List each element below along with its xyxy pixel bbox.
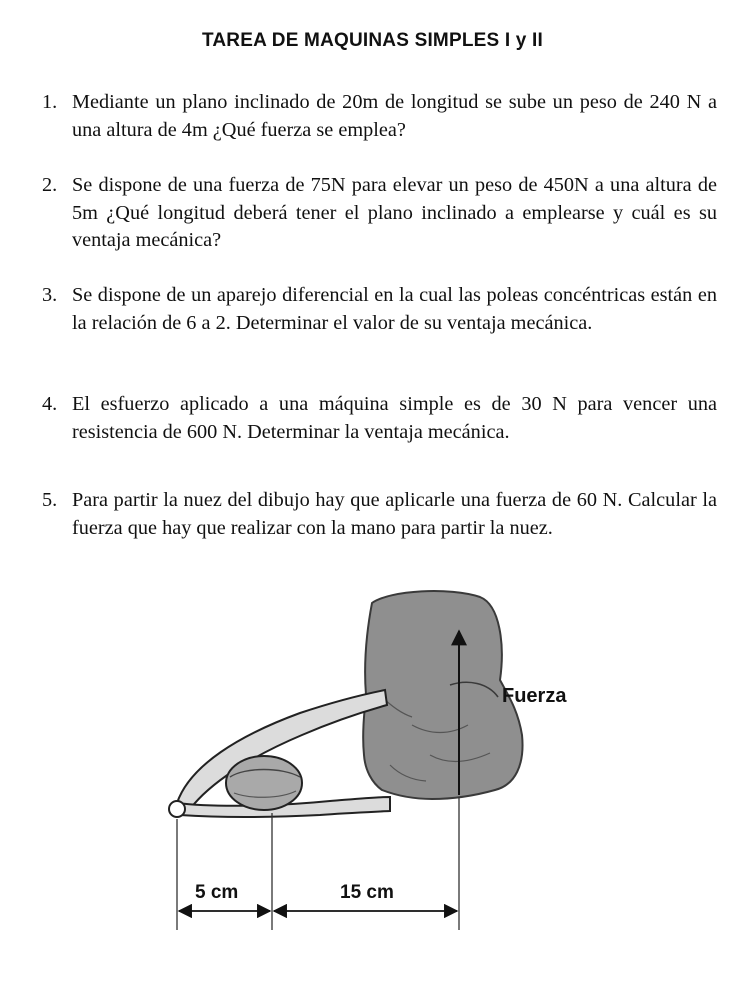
problem-number: 2.: [42, 174, 58, 196]
problem-text: Mediante un plano inclinado de 20m de longitud se sube un peso de 240 N a una altura de 4m ¿Qué fuerza se emplea?: [72, 91, 717, 141]
nutcracker-figure: [150, 585, 620, 955]
hinge: [169, 801, 185, 817]
problem-number: 3.: [42, 284, 58, 306]
problem-text: El esfuerzo aplicado a una máquina simple es de 30 N para vencer una resistencia de 600 N. Determinar la ventaja mecánica.: [72, 393, 717, 443]
problem-text: Se dispone de una fuerza de 75N para elevar un peso de 450N a una altura de 5m ¿Qué longitud deberá tener el plano inclinado a emplearse y cuál es su ventaja mecánica?: [72, 174, 717, 251]
walnut-drawing: [226, 756, 302, 810]
problem-text: Se dispone de un aparejo diferencial en la cual las poleas concéntricas están en la relación de 6 a 2. Determinar el valor de su ventaja mecánica.: [72, 284, 717, 334]
problem-number: 4.: [42, 393, 58, 415]
force-label: Fuerza: [502, 685, 567, 707]
page-title: TAREA DE MAQUINAS SIMPLES I y II: [201, 30, 544, 51]
dimension-label-5cm: 5 cm: [195, 882, 239, 903]
problem-number: 1.: [42, 91, 58, 113]
dimension-label-15cm: 15 cm: [340, 882, 394, 903]
problem-text: Para partir la nuez del dibujo hay que aplicarle una fuerza de 60 N. Calcular la fuerza que hay que realizar con la mano para partir la nuez.: [72, 489, 717, 539]
problem-number: 5.: [42, 489, 58, 511]
hand-drawing: [363, 591, 522, 799]
